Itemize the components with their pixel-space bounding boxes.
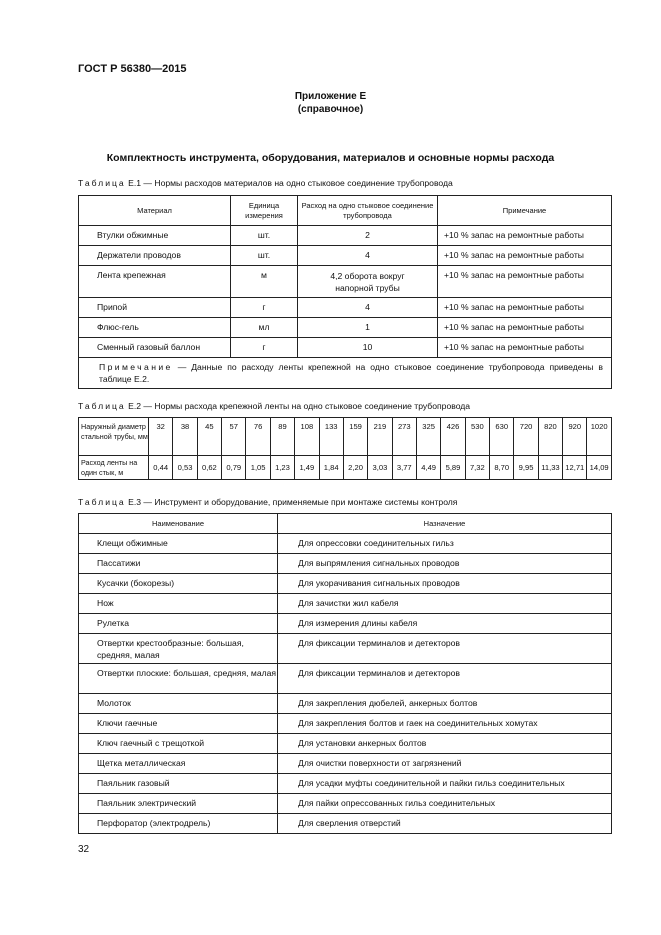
document-code: ГОСТ Р 56380—2015 xyxy=(78,63,187,75)
table-note-row xyxy=(79,358,612,389)
consumption-cell: 5,89 xyxy=(441,456,465,480)
diameter-cell: 920 xyxy=(563,418,587,456)
table-cell: Втулки обжимные xyxy=(79,226,231,246)
column-header: Единица измерения xyxy=(231,196,298,226)
table-cell: шт. xyxy=(231,246,298,266)
consumption-cell: 3,77 xyxy=(392,456,416,480)
consumption-cell: 9,95 xyxy=(514,456,538,480)
note-prefix: Примечание xyxy=(99,362,173,372)
table1-caption-text: Е.1 — Нормы расходов материалов на одно стыковое соединение трубопровода xyxy=(128,178,453,188)
consumption-cell: 0,44 xyxy=(149,456,173,480)
tool-name-cell: Щетка металлическая xyxy=(79,754,278,774)
tape-consumption-table xyxy=(78,417,612,480)
table-cell: Припой xyxy=(79,298,231,318)
tool-purpose-cell: Для сверления отверстий xyxy=(278,814,612,834)
consumption-cell: 1,05 xyxy=(246,456,270,480)
tool-purpose-cell: Для опрессовки соединительных гильз xyxy=(278,534,612,554)
diameter-cell: 32 xyxy=(149,418,173,456)
tool-name-cell: Паяльник электрический xyxy=(79,794,278,814)
table-cell: мл xyxy=(231,318,298,338)
tool-purpose-cell: Для зачистки жил кабеля xyxy=(278,594,612,614)
table3-caption xyxy=(78,497,457,507)
table3-caption-text: Е.3 — Инструмент и оборудование, применяемые при монтаже системы контроля xyxy=(128,497,458,507)
table-cell: +10 % запас на ремонтные работы xyxy=(438,226,612,246)
table-row xyxy=(79,226,612,246)
tool-name-cell: Ключ гаечный с трещоткой xyxy=(79,734,278,754)
table-cell: +10 % запас на ремонтные работы xyxy=(438,298,612,318)
table3-caption-prefix: Таблица xyxy=(78,497,126,507)
table1-caption-prefix: Таблица xyxy=(78,178,126,188)
tool-name-cell: Пассатижи xyxy=(79,554,278,574)
diameter-cell: 720 xyxy=(514,418,538,456)
diameter-cell: 426 xyxy=(441,418,465,456)
table-cell: 4,2 оборота вокруг напорной трубы xyxy=(298,266,438,298)
row-label: Наружный диаметр стальной трубы, мм xyxy=(79,418,149,456)
diameter-row xyxy=(79,418,612,456)
tool-purpose-cell: Для очистки поверхности от загрязнений xyxy=(278,754,612,774)
table-row xyxy=(79,318,612,338)
diameter-cell: 325 xyxy=(416,418,440,456)
table-cell: +10 % запас на ремонтные работы xyxy=(438,266,612,298)
main-title: Комплектность инструмента, оборудования, материалов и основные нормы расхода xyxy=(106,152,555,164)
table-cell: Сменный газовый баллон xyxy=(79,338,231,358)
diameter-cell: 38 xyxy=(173,418,197,456)
table-cell: г xyxy=(231,338,298,358)
tool-name-cell: Нож xyxy=(79,594,278,614)
diameter-cell: 219 xyxy=(368,418,392,456)
table-row xyxy=(79,266,612,298)
tool-purpose-cell: Для фиксации терминалов и детекторов xyxy=(278,634,612,664)
tool-name-cell: Отвертки крестообразные: большая, средняя, малая xyxy=(79,634,278,664)
row-label: Расход ленты на один стык, м xyxy=(79,456,149,480)
table-cell: Флюс-гель xyxy=(79,318,231,338)
tools-table xyxy=(78,513,612,834)
table-row xyxy=(79,714,612,734)
tool-name-cell: Ключи гаечные xyxy=(79,714,278,734)
table-row xyxy=(79,794,612,814)
table-row xyxy=(79,734,612,754)
table-row xyxy=(79,574,612,594)
table2-caption-prefix: Таблица xyxy=(78,401,126,411)
table-row xyxy=(79,754,612,774)
table-row xyxy=(79,664,612,694)
tool-purpose-cell: Для фиксации терминалов и детекторов xyxy=(278,664,612,694)
diameter-cell: 273 xyxy=(392,418,416,456)
table-header-row xyxy=(79,196,612,226)
table-row xyxy=(79,614,612,634)
table-row xyxy=(79,534,612,554)
table-cell: +10 % запас на ремонтные работы xyxy=(438,338,612,358)
column-header: Наименование xyxy=(79,514,278,534)
tool-name-cell: Перфоратор (электродрель) xyxy=(79,814,278,834)
consumption-cell: 1,84 xyxy=(319,456,343,480)
tool-name-cell: Рулетка xyxy=(79,614,278,634)
table-cell: Держатели проводов xyxy=(79,246,231,266)
column-header: Расход на одно стыковое соединение трубопровода xyxy=(298,196,438,226)
tool-purpose-cell: Для усадки муфты соединительной и пайки гильз соединительных xyxy=(278,774,612,794)
table-cell: г xyxy=(231,298,298,318)
consumption-row xyxy=(79,456,612,480)
table-cell: 4 xyxy=(298,246,438,266)
consumption-cell: 7,32 xyxy=(465,456,489,480)
column-header: Материал xyxy=(79,196,231,226)
diameter-cell: 76 xyxy=(246,418,270,456)
column-header: Назначение xyxy=(278,514,612,534)
annex-subtitle: (справочное) xyxy=(297,104,364,115)
table-cell: 1 xyxy=(298,318,438,338)
table1-caption xyxy=(78,178,453,188)
table-row xyxy=(79,594,612,614)
table-row xyxy=(79,814,612,834)
table-cell: 10 xyxy=(298,338,438,358)
table2-caption-text: Е.2 — Нормы расхода крепежной ленты на одно стыковое соединение трубопровода xyxy=(128,401,471,411)
tool-purpose-cell: Для закрепления болтов и гаек на соединительных хомутах xyxy=(278,714,612,734)
table-row xyxy=(79,338,612,358)
diameter-cell: 45 xyxy=(197,418,221,456)
table-cell: Лента крепежная xyxy=(79,266,231,298)
column-header: Примечание xyxy=(438,196,612,226)
table-cell: м xyxy=(231,266,298,298)
table-note xyxy=(79,358,612,389)
materials-table xyxy=(78,195,612,389)
tool-name-cell: Клещи обжимные xyxy=(79,534,278,554)
table-cell: 4 xyxy=(298,298,438,318)
tool-name-cell: Паяльник газовый xyxy=(79,774,278,794)
annex-heading xyxy=(0,90,661,116)
consumption-cell: 4,49 xyxy=(416,456,440,480)
diameter-cell: 1020 xyxy=(587,418,611,456)
tool-purpose-cell: Для измерения длины кабеля xyxy=(278,614,612,634)
table-header-row xyxy=(79,514,612,534)
consumption-cell: 1,23 xyxy=(270,456,294,480)
tool-purpose-cell: Для укорачивания сигнальных проводов xyxy=(278,574,612,594)
tool-purpose-cell: Для установки анкерных болтов xyxy=(278,734,612,754)
table-cell: 2 xyxy=(298,226,438,246)
table-row xyxy=(79,298,612,318)
consumption-cell: 0,79 xyxy=(222,456,246,480)
tool-purpose-cell: Для закрепления дюбелей, анкерных болтов xyxy=(278,694,612,714)
tool-purpose-cell: Для выпрямления сигнальных проводов xyxy=(278,554,612,574)
table-row xyxy=(79,634,612,664)
consumption-cell: 12,71 xyxy=(563,456,587,480)
diameter-cell: 630 xyxy=(490,418,514,456)
page-number: 32 xyxy=(78,844,90,855)
table-row xyxy=(79,554,612,574)
note-text: — Данные по расходу ленты крепежной на одно стыковое соединение трубопровода приведены в таблице Е.2. xyxy=(99,362,603,384)
table-cell: +10 % запас на ремонтные работы xyxy=(438,246,612,266)
diameter-cell: 530 xyxy=(465,418,489,456)
consumption-cell: 2,20 xyxy=(343,456,367,480)
consumption-cell: 11,33 xyxy=(538,456,562,480)
table-cell: шт. xyxy=(231,226,298,246)
consumption-cell: 14,09 xyxy=(587,456,611,480)
consumption-cell: 8,70 xyxy=(490,456,514,480)
table2-caption xyxy=(78,401,470,411)
diameter-cell: 820 xyxy=(538,418,562,456)
consumption-cell: 3,03 xyxy=(368,456,392,480)
diameter-cell: 108 xyxy=(295,418,319,456)
consumption-cell: 0,53 xyxy=(173,456,197,480)
table-row xyxy=(79,694,612,714)
table-row xyxy=(79,246,612,266)
tool-name-cell: Отвертки плоские: большая, средняя, малая xyxy=(79,664,278,694)
diameter-cell: 159 xyxy=(343,418,367,456)
tool-purpose-cell: Для пайки опрессованных гильз соединительных xyxy=(278,794,612,814)
consumption-cell: 1,49 xyxy=(295,456,319,480)
table-cell: +10 % запас на ремонтные работы xyxy=(438,318,612,338)
tool-name-cell: Молоток xyxy=(79,694,278,714)
diameter-cell: 133 xyxy=(319,418,343,456)
consumption-cell: 0,62 xyxy=(197,456,221,480)
annex-title: Приложение Е xyxy=(294,91,367,102)
diameter-cell: 89 xyxy=(270,418,294,456)
table-row xyxy=(79,774,612,794)
diameter-cell: 57 xyxy=(222,418,246,456)
tool-name-cell: Кусачки (бокорезы) xyxy=(79,574,278,594)
